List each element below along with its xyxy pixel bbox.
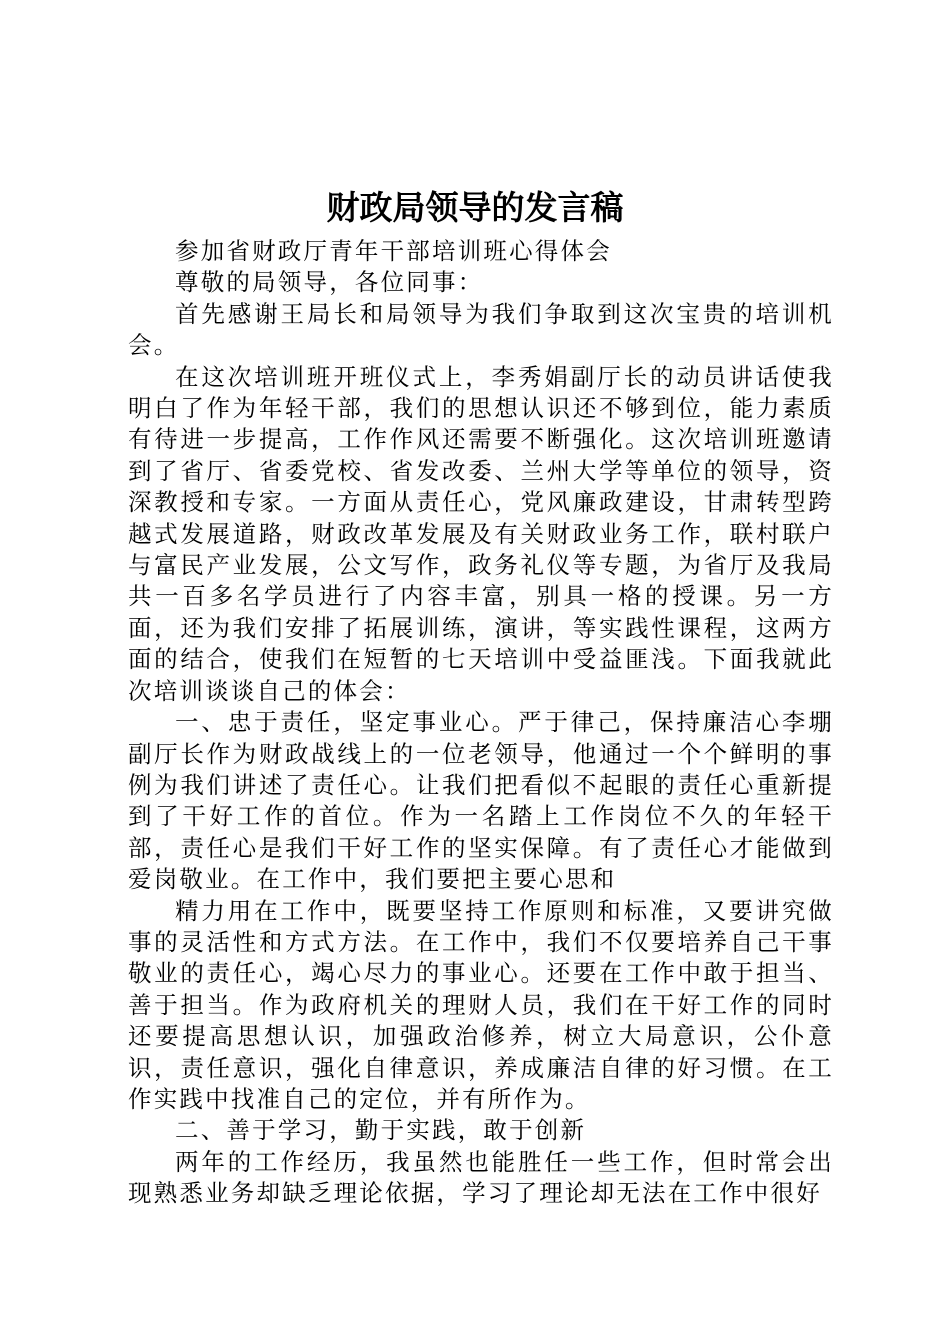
paragraph: 精力用在工作中，既要坚持工作原则和标准，又要讲究做事的灵活性和方式方法。在工作中，我们不仅要培养自己干事敬业的责任心，竭心尽力的事业心。还要在工作中敢于担当、善于担当。作为政府机关的理财人员，我们在干好工作的同时还要提高思想认识，加强政治修养，树立大局意识，公仆意识，责任意识，强化自律意识，养成廉洁自律的好习惯。在工作实践中找准自己的定位，并有所作为。 xyxy=(128,896,834,1113)
paragraph: 一、忠于责任，坚定事业心。严于律己，保持廉洁心李堋副厅长作为财政战线上的一位老领导，他通过一个个鲜明的事例为我们讲述了责任心。让我们把看似不起眼的责任心重新提到了干好工作的首位。作为一名踏上工作岗位不久的年轻干部，责任心是我们干好工作的坚实保障。有了责任心才能做到爱岗敬业。在工作中，我们要把主要心思和 xyxy=(128,708,834,894)
paragraph: 两年的工作经历，我虽然也能胜任一些工作，但时常会出现熟悉业务却缺乏理论依据，学习了理论却无法在工作中很好 xyxy=(128,1147,834,1208)
paragraph: 尊敬的局领导，各位同事： xyxy=(175,268,484,297)
paragraph: 首先感谢王局长和局领导为我们争取到这次宝贵的培训机会。 xyxy=(128,299,834,360)
paragraph: 在这次培训班开班仪式上，李秀娟副厅长的动员讲话使我明白了作为年轻干部，我们的思想认识还不够到位，能力素质有待进一步提高，工作作风还需要不断强化。这次培训班邀请到了省厅、省委党校、省发改委、兰州大学等单位的领导，资深教授和专家。一方面从责任心，党风廉政建设，甘肃转型跨越式发展道路，财政改革发展及有关财政业务工作，联村联户与富民产业发展，公文写作，政务礼仪等专题，为省厅及我局共一百多名学员进行了内容丰富，别具一格的授课。另一方面，还为我们安排了拓展训练，演讲，等实践性课程，这两方面的结合，使我们在短暂的七天培训中受益匪浅。下面我就此次培训谈谈自己的体会： xyxy=(128,362,834,705)
document-body xyxy=(128,236,834,1210)
document-title: 财政局领导的发言稿 xyxy=(326,188,624,227)
paragraph: 参加省财政厅青年干部培训班心得体会 xyxy=(175,237,612,265)
paragraph: 二、善于学习，勤于实践，敢于创新 xyxy=(175,1116,587,1145)
